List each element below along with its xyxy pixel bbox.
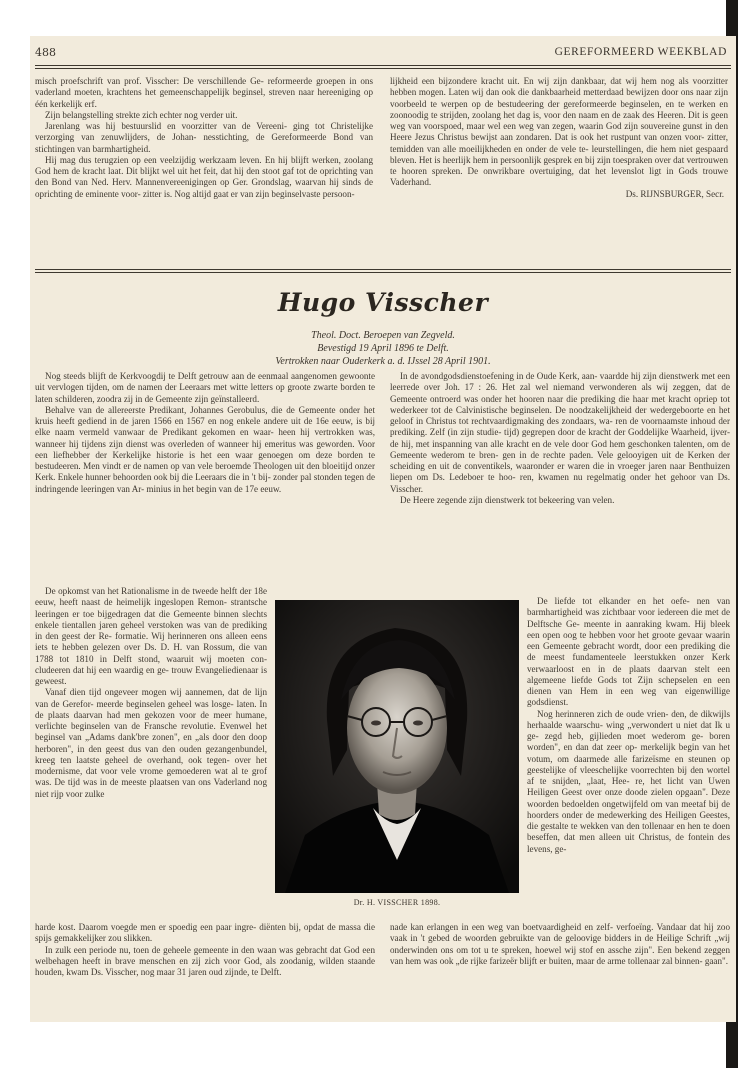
signature: Ds. RIJNSBURGER, Secr. [625, 188, 724, 199]
article-left-column [35, 371, 375, 495]
paragraph: nade kan erlangen in een weg van boetvaardigheid en zelf- verfoeïng. Vandaar dat hij zoo vaak in 't gebed de woorden gebruikte van de geloovige bidders in de Heilige Schrift „wij onderwinden ons om tot u te spreken, hoewel wij stof en assche zijn". Een bekend zeggen van hem was ook „de rijke farizeër blijft er buiten, maar de arme tollenaar zal binnen- gaan". [390, 922, 730, 966]
photo-caption: Dr. H. VISSCHER 1898. [353, 898, 441, 907]
paragraph: Nog herinneren zich de oude vrien- den, de dikwijls herhaalde waarschu- wing „verwondert u niet dat Ik u ge- zegd heb, gijlieden moet wederom ge- boren worden", en dan dat zeer op- merkelijk begin van het votum, om daarmede alle farizeïsme en steunen op geestelijke of vleeschelijke voorrechten bij den wortel af te snijden, „laat, Hee- re, het licht van Uwen Heiligen Geest over onze doode zielen opgaan". Deze woorden bedoelden ongetwijfeld om van meetaf bij de hoorders onder de medewerking des Heiligen Geestes, die gestalte te wekken van den tollenaar en hen te doen beseffen, dat men alleen uit Christus, de fontein des levens, ge- [527, 708, 730, 854]
article-left-narrow-column [35, 586, 267, 800]
paragraph: Zijn belangstelling strekte zich echter nog verder uit. [45, 109, 238, 120]
paragraph: De opkomst van het Rationalisme in de tweede helft der 18e eeuw, heeft naast de heimelijk ingeslopen Remon- strantsche leeringen er toe bijgedragen dat die Gemeente binnen slechts enkele tientallen jaren geheel verstoken was van de prediking in den geest der Re- formatie. Wij herinneren ons alleen eens iets te hebben gelezen over Ds. D. H. van Rossum, die van 1788 tot 1810 in Delft stond, waaruit wij moeten con- cludeeren dat hij een waardig en ge- trouw Evangeliedienaar is geweest. [35, 586, 267, 686]
article-subtitle: Bevestigd 19 April 1896 te Delft. [317, 343, 449, 354]
paragraph: Vanaf dien tijd ongeveer mogen wij aannemen, dat de lijn van de Gerefor- meerde beginselen geheel was losge- laten. In de plaats daarvan had men gekozen voor de meer humane, verlichte beginselen van de Fransche revolutie. Evenwel het beginsel van „Adams dank'bre zonen", en „als door den doop herboren", in den geest dus van den ouden gezangenbundel, kreeg ten laatste geheel de overhand, ook tegen- over het modernisme, dat voor vele vrome gemoederen wat al te grof was. De tijd was in de meeste plaatsen van ons Vaderland nog niet rijp voor zulke [35, 687, 267, 799]
header-rule-2 [35, 68, 731, 69]
page-number: 488 [35, 46, 56, 59]
running-header [35, 46, 731, 62]
portrait-photo [275, 600, 519, 893]
paragraph: Nog steeds blijft de Kerkvoogdij te Delft getrouw aan de eenmaal aangenomen gewoonte uit vervlogen tijden, om de namen der Leeraars met witte letters op groote zwarte borden te laten schilderen, zoodra zij in de Gemeente zijn geïnstalleerd. [35, 371, 375, 404]
top-right-column [390, 76, 728, 200]
portrait-image [275, 600, 519, 893]
section-rule [35, 269, 731, 270]
paragraph: Jarenlang was hij bestuurslid en voorzitter van de Vereeni- ging tot Christelijke verzorging van zenuwlijders, de Johan- nesstichting, de Gereformeerde Bond van stichtingen van barmhartigheid. [35, 121, 373, 154]
paragraph: In de avondgodsdienstoefening in de Oude Kerk, aan- vaardde hij zijn dienstwerk met een leerrede over Joh. 17 : 26. Het zal wel niemand verwonderen als wij zeggen, dat de Gemeente ontroerd was onder het hooren naar die prediking die haar met kracht opriep tot wederkeer tot de Calvinistische beginselen. De noodzakelijkheid der wedergeboorte en het geloof in Christus tot rechtvaardigmaking des zondaars, wa- ren de voornaamste inhoud der prediking. Zelf (in zijn studie- tijd) gegrepen door de kracht der Goddelijke Waarheid, ijver- de hij, met inspanning van alle kracht en de vele door God hem geschonken talenten, om de Gemeente wederom te bren- gen in de rechte paden. Vele gelooyigen uit de Kerken der scheiding en uit de conventikels, waaronder er waren die in vroeger jaren naar Benthuizen liepen om Ds. Ledeboer te hoo- ren, kwamen nu regelmatig onder het gehoor van Ds. Visscher. [390, 371, 730, 494]
article-subtitle: Vertrokken naar Ouderkerk a. d. IJssel 28 April 1901. [275, 356, 491, 367]
article-right-narrow-column [527, 596, 730, 855]
section-rule-2 [35, 272, 731, 273]
paragraph: De Heere zegende zijn dienstwerk tot bekeering van velen. [400, 494, 615, 505]
paragraph: Hij mag dus terugzien op een veelzijdig werkzaam leven. En hij blijft werken, zoolang God hem de kracht laat. Dit blijkt wel uit het feit, dat hij den stoot gaf tot de oprichting van den Bond van Ned. Herv. Mannenvereenigingen op Ger. Grondslag, waarvan hij sinds de oprichting de eminente voor- zitter is. Nog altijd gaat er van zijn beginselvaste persoon- [35, 154, 373, 199]
magazine-page [30, 36, 736, 1022]
article-right-column [390, 371, 730, 506]
publication-title: GEREFORMEERD WEEKBLAD [554, 46, 727, 58]
paragraph: Behalve van de allereerste Predikant, Johannes Gerobulus, die de Gemeente onder het kruis heeft gediend in de jaren 1566 en 1567 en nog enkele andere uit de 16e eeuw, is bij elke naam vermeld vanwaar de Predikant gekomen en waar- heen hij vertrokken was, wanneer hij tijdens zijn dienst was overleden of wanneer hij emeritus was geworden. Voor een liefhebber der Kerkelijke historie is het een waar genoegen om deze borden te bestudeeren. Men vindt er de namen op van vele beroemde Theologen uit den bloeitijd onzer Kerk. Enkele hunner behoorden ook bij die Leeraars die in 't bij- zonder pal stonden tegen de indringende leeringen van Ar- minius in het begin van de 17e eeuw. [35, 404, 375, 494]
article-right-bottom-column [390, 922, 730, 967]
paragraph: In zulk een periode nu, toen de geheele gemeente in den waan was gebracht dat God een welbehagen heeft in brave menschen en zij zich voor God, als zoodanig, wilden staande houden, kwam Ds. Visscher, nog maar 31 jaren oud zijnde, te Delft. [35, 944, 375, 977]
header-rule [35, 65, 731, 66]
paragraph: De liefde tot elkander en het oefe- nen van barmhartigheid was zichtbaar voor iedereen die met de Delftsche Ge- meente in aanraking kwam. Hij bleek een open oog te hebben voor het groote gevaar waarin een Gemeente gebracht wordt, door een prediking die de meest fundamenteele leerstukken onzer Kerk verwaarloost en in de plaats daarvan stelt een algemeene liefde Gods tot Zijn schepselen en een dienen van Hem in een weg van eigenwillige godsdienst. [527, 596, 730, 708]
article-left-bottom-column [35, 922, 375, 978]
article-subtitle: Theol. Doct. Beroepen van Zegveld. [311, 330, 455, 341]
paragraph: harde kost. Daarom voegde men er spoedig een paar ingre- diënten bij, opdat de massa die spijs gemakkelijker zou slikken. [35, 922, 375, 944]
article-title: Hugo Visscher [277, 288, 489, 317]
top-left-column [35, 76, 373, 200]
paragraph: misch proefschrift van prof. Visscher: De verschillende Ge- reformeerde groepen in ons vaderland moeten, krachtens het gemeenschappelijk beginsel, streven naar hereeniging op één kerkelijk erf. [35, 76, 373, 109]
paragraph: lijkheid een bijzondere kracht uit. En wij zijn dankbaar, dat wij hem nog als voorzitter hebben mogen. Laten wij dan ook die dankbaarheid metterdaad bewijzen door ons naar zijn voorbeeld te werpen op de bestudeering der gereformeerde beginselen, en te werken en zoonoodig te strijden, zoolang het dag is, voor den naam en de zaak des Heeren. Dit is geen weg van voorspoed, maar wel een weg van zegen, waarin God zijn souvereine gunst in den Heere Jezus Christus bewijst aan zondaren. Dat is ook het rustpunt van onzen voor- zitter, temidden van alle moeilijkheden en onder de vele te- leurstellingen, die hem niet gespaard bleven. Het is heerlijk hem in persoonlijk gesprek en bij zijn toespraken over dat vertrouwen te hooren spreken. De onwrikbare overtuiging, dat het levenslot ligt in Gods trouwe Vaderhand. [390, 76, 728, 188]
